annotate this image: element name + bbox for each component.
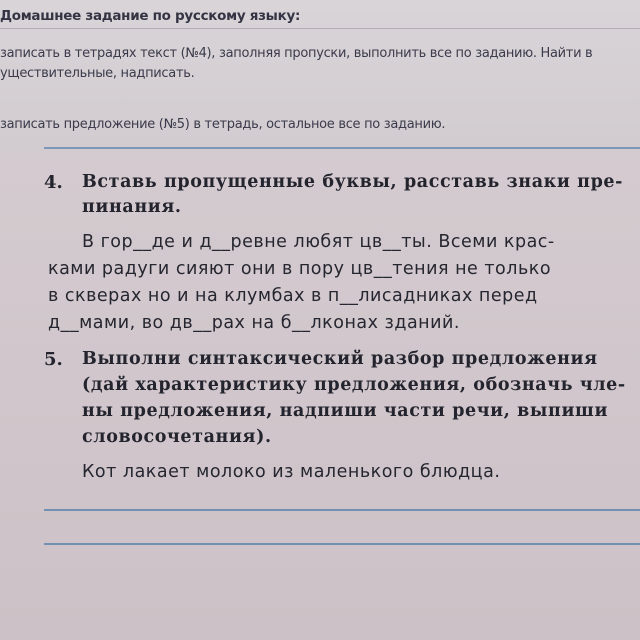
textbook-page — [0, 150, 640, 640]
homework-item-2: записать предложение (№5) в тетрадь, остальное все по заданию. — [0, 117, 446, 132]
homework-title: Домашнее задание по русскому языку: — [0, 8, 301, 24]
exercise-4-text-line: д__мами, во дв__рах на б__лконах зданий. — [48, 313, 460, 333]
exercise-4-task-line: пинания. — [82, 197, 182, 217]
exercise-5-sentence: Кот лакает молоко из маленького блюдца. — [82, 462, 501, 482]
answer-line — [44, 509, 640, 511]
exercise-5-number: 5. — [44, 349, 63, 370]
screen-divider — [44, 147, 640, 149]
exercise-4-text-line: ками радуги сияют они в пору цв__тения не только — [48, 259, 552, 279]
exercise-5-task-line: словосочетания). — [82, 427, 272, 447]
exercise-4-text-line: В гор__де и д__ревне любят цв__ты. Всеми крас- — [82, 232, 555, 252]
exercise-4-number: 4. — [44, 172, 63, 193]
homework-item-1-line-2: уществительные, надписать. — [0, 66, 195, 81]
exercise-4-task-line: Вставь пропущенные буквы, расставь знаки пре- — [82, 172, 624, 192]
exercise-5-task-line: ны предложения, надпиши части речи, выпиши — [82, 401, 609, 421]
exercise-5-task-line: (дай характеристику предложения, обозначь чле- — [82, 375, 626, 395]
homework-item-1-line-1: записать в тетрадях текст (№4), заполняя пропуски, выполнить все по заданию. Найти в — [0, 46, 593, 61]
answer-line — [44, 543, 640, 545]
exercise-5-task-line: Выполни синтаксический разбор предложения — [82, 349, 598, 369]
title-divider — [0, 28, 640, 29]
homework-screen — [0, 0, 640, 150]
exercise-4-text-line: в скверах но и на клумбах в п__лисадниках перед — [48, 286, 538, 306]
